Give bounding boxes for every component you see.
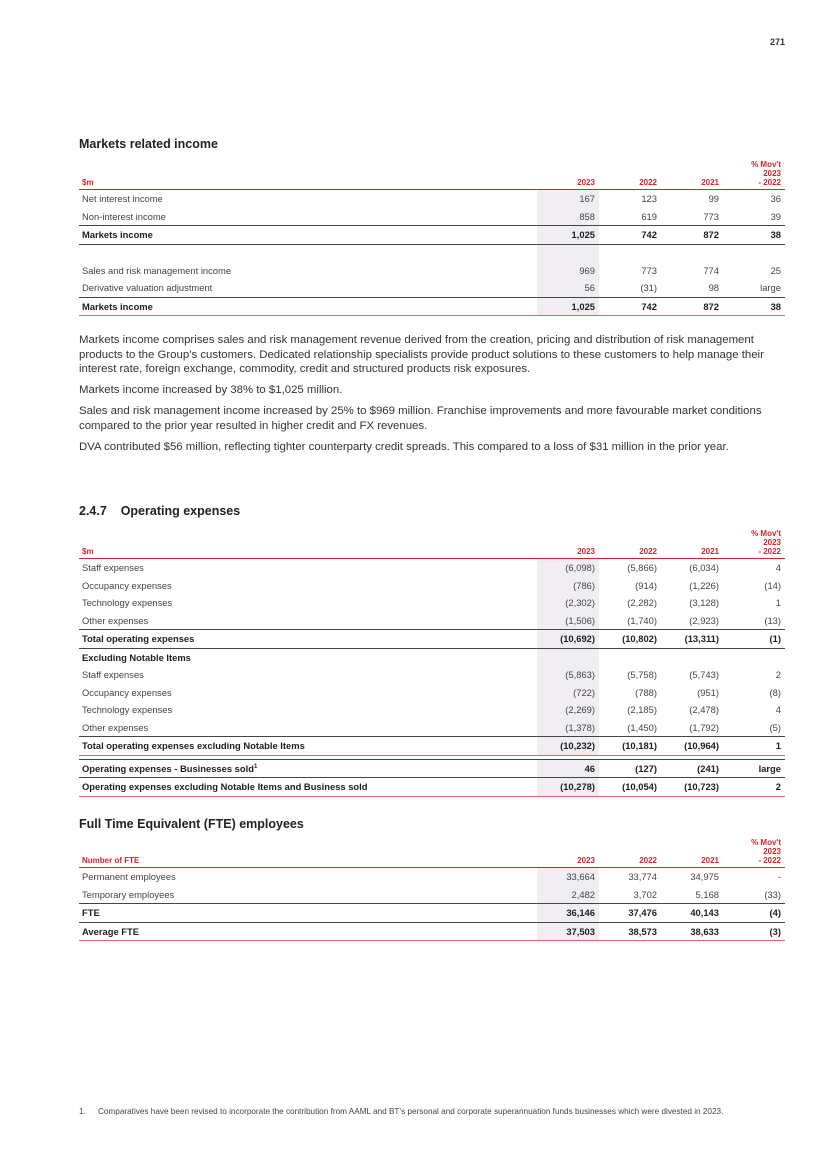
cell-2022: 619 xyxy=(641,210,657,222)
cell-2023: 2,482 xyxy=(537,886,599,904)
column-header-label: $m xyxy=(79,160,537,190)
cell-movement: (1) xyxy=(723,630,785,649)
cell-2022: (5,866) xyxy=(627,562,657,574)
total-row xyxy=(79,630,785,649)
cell-2021: (1,226) xyxy=(689,579,719,591)
cell-movement: 38 xyxy=(723,226,785,245)
table-row xyxy=(79,886,785,904)
total-row xyxy=(79,226,785,245)
cell-movement: (3) xyxy=(723,922,785,941)
table-header-row xyxy=(79,838,785,868)
markets-section-title: Markets related income xyxy=(79,137,218,151)
row-label: Other expenses xyxy=(82,614,149,626)
cell-2023: 56 xyxy=(537,279,599,297)
cell-2023: (786) xyxy=(537,577,599,595)
cell-2023: 167 xyxy=(537,190,599,208)
total-row xyxy=(79,297,785,316)
paragraph: DVA contributed $56 million, reflecting tighter counterparty credit spreads. This compared to a loss of $31 million in the prior year. xyxy=(79,440,729,453)
cell-2022: (1,740) xyxy=(627,614,657,626)
cell-2023: (10,692) xyxy=(537,630,599,649)
total-row xyxy=(79,922,785,941)
cell-movement: 2 xyxy=(723,778,785,797)
cell-2022: 3,702 xyxy=(633,888,657,900)
table-row xyxy=(79,701,785,719)
paragraph: Markets income increased by 38% to $1,025 million. xyxy=(79,384,343,396)
table-header-row xyxy=(79,160,785,190)
row-label: Occupancy expenses xyxy=(82,686,172,698)
cell-2022: (2,185) xyxy=(627,704,657,716)
cell-2021: 872 xyxy=(661,297,723,316)
cell-2022: (2,282) xyxy=(627,597,657,609)
column-header-label: $m xyxy=(79,529,537,559)
footnote-reference: 1 xyxy=(253,763,258,770)
cell-2021: (241) xyxy=(661,759,723,778)
row-label: Technology expenses xyxy=(82,597,173,609)
cell-2022: 742 xyxy=(599,226,661,245)
cell-movement: 1 xyxy=(775,597,781,609)
cell-2023: 1,025 xyxy=(537,297,599,316)
cell-2023: 36,146 xyxy=(537,904,599,923)
cell-2021: (10,964) xyxy=(661,737,723,756)
cell-2023: (10,278) xyxy=(537,778,599,797)
cell-movement: 4 xyxy=(775,704,781,716)
cell-2021: 774 xyxy=(703,264,719,276)
table-header-row xyxy=(79,529,785,559)
cell-2023: (1,378) xyxy=(537,719,599,737)
cell-2022: (31) xyxy=(640,282,657,294)
cell-2023: (6,098) xyxy=(537,559,599,577)
table-row xyxy=(79,262,785,280)
cell-2021: (1,792) xyxy=(689,721,719,733)
cell-2021: (951) xyxy=(697,686,719,698)
cell-movement: 4 xyxy=(775,562,781,574)
cell-movement: large xyxy=(760,282,781,294)
cell-2023: 1,025 xyxy=(537,226,599,245)
row-label: Permanent employees xyxy=(82,871,176,883)
opex-section-title: 2.4.7 Operating expenses xyxy=(79,504,241,518)
cell-movement: (5) xyxy=(769,721,781,733)
cell-2021: (10,723) xyxy=(661,778,723,797)
cell-2021: 34,975 xyxy=(690,871,719,883)
cell-2022: (5,758) xyxy=(627,669,657,681)
cell-movement: (14) xyxy=(764,579,781,591)
cell-2021: 38,633 xyxy=(661,922,723,941)
spacer-row xyxy=(79,244,785,262)
table-row xyxy=(79,719,785,737)
cell-2023: 37,503 xyxy=(537,922,599,941)
row-label: Other expenses xyxy=(82,721,149,733)
subheading-row xyxy=(79,648,785,666)
fte-table xyxy=(79,838,785,941)
cell-2023: 858 xyxy=(537,208,599,226)
column-header-2022: 2022 xyxy=(599,838,661,868)
cell-2023: (2,269) xyxy=(537,701,599,719)
row-label: FTE xyxy=(79,904,537,923)
footnote-text: Comparatives have been revised to incorporate the contribution from AAML and BT’s personal and corporate superannuation funds businesses which were divested in 2023. xyxy=(98,1107,724,1116)
cell-2022: 33,774 xyxy=(628,871,657,883)
cell-2022: 742 xyxy=(599,297,661,316)
cell-movement: (4) xyxy=(723,904,785,923)
cell-2021: (13,311) xyxy=(661,630,723,649)
row-label: Markets income xyxy=(79,226,537,245)
paragraph: Markets income comprises sales and risk management revenue derived from the creation, pricing and distribution of risk management products to the Group’s customers. Dedicated relationship specialists provide product solutions to these customers to help manage their interest rate, foreign exchange, commodity, credit and structured products risk exposures. xyxy=(79,334,764,375)
table-row xyxy=(79,559,785,577)
row-label: Derivative valuation adjustment xyxy=(82,282,213,294)
cell-2022: 38,573 xyxy=(599,922,661,941)
row-label: Total operating expenses excluding Notable Items xyxy=(79,737,537,756)
row-label: Technology expenses xyxy=(82,704,173,716)
table-row xyxy=(79,612,785,630)
row-label: Total operating expenses xyxy=(79,630,537,649)
cell-2022: (10,054) xyxy=(599,778,661,797)
cell-movement: 2 xyxy=(775,669,781,681)
column-header-movement: % Mov't 2023 - 2022 xyxy=(723,838,785,868)
column-header-2021: 2021 xyxy=(661,160,723,190)
column-header-2023: 2023 xyxy=(537,529,599,559)
cell-2022: (914) xyxy=(635,579,657,591)
row-label: Operating expenses - Businesses sold$^1$ xyxy=(79,759,537,778)
row-label: Average FTE xyxy=(79,922,537,941)
cell-2022: 773 xyxy=(641,264,657,276)
row-label: Markets income xyxy=(79,297,537,316)
cell-movement: 25 xyxy=(770,264,781,276)
column-header-2022: 2022 xyxy=(599,160,661,190)
cell-2023: (1,506) xyxy=(537,612,599,630)
table-row xyxy=(79,594,785,612)
row-label: Staff expenses xyxy=(82,669,144,681)
cell-2023: (2,302) xyxy=(537,594,599,612)
column-header-2023: 2023 xyxy=(537,838,599,868)
cell-2021: 98 xyxy=(708,282,719,294)
cell-2022: 123 xyxy=(641,193,657,205)
column-header-2022: 2022 xyxy=(599,529,661,559)
row-label: Net interest income xyxy=(82,193,163,205)
table-row xyxy=(79,666,785,684)
row-label: Excluding Notable Items xyxy=(82,651,191,663)
cell-2021: 99 xyxy=(708,193,719,205)
paragraph: Sales and risk management income increased by 25% to $969 million. Franchise improvements and more favourable market conditions compared to the prior year resulted in higher credit and FX revenues. xyxy=(79,405,762,432)
page-number: 271 xyxy=(769,37,785,47)
cell-2023: (722) xyxy=(537,684,599,702)
footnote-number: 1. xyxy=(79,1107,86,1116)
cell-movement: 39 xyxy=(770,210,781,222)
cell-2022: (1,450) xyxy=(627,721,657,733)
cell-movement: (13) xyxy=(764,614,781,626)
table-row xyxy=(79,577,785,595)
column-header-2021: 2021 xyxy=(661,529,723,559)
row-label: Non-interest income xyxy=(82,210,166,222)
table-row xyxy=(79,279,785,297)
cell-2022: (10,802) xyxy=(599,630,661,649)
total-row xyxy=(79,904,785,923)
table-row xyxy=(79,868,785,886)
cell-2021: (3,128) xyxy=(689,597,719,609)
cell-2022: (10,181) xyxy=(599,737,661,756)
cell-2021: 40,143 xyxy=(661,904,723,923)
cell-movement: 1 xyxy=(723,737,785,756)
cell-2021: 5,168 xyxy=(695,888,719,900)
cell-2021: (6,034) xyxy=(689,562,719,574)
markets-income-table xyxy=(79,160,785,316)
fte-section-title: Full Time Equivalent (FTE) employees xyxy=(79,817,304,831)
column-header-movement: % Mov't 2023 - 2022 xyxy=(723,529,785,559)
cell-2021: (2,923) xyxy=(689,614,719,626)
total-row xyxy=(79,759,785,778)
column-header-2023: 2023 xyxy=(537,160,599,190)
total-row xyxy=(79,737,785,756)
table-row xyxy=(79,208,785,226)
footnote xyxy=(79,1107,789,1117)
row-label: Operating expenses excluding Notable Items and Business sold xyxy=(79,778,537,797)
cell-2023: (5,863) xyxy=(537,666,599,684)
cell-movement: (33) xyxy=(764,888,781,900)
cell-2021: (5,743) xyxy=(689,669,719,681)
row-label: Occupancy expenses xyxy=(82,579,172,591)
cell-movement: 38 xyxy=(723,297,785,316)
operating-expenses-table xyxy=(79,529,785,797)
cell-movement: (8) xyxy=(769,686,781,698)
total-row xyxy=(79,778,785,797)
cell-2023: 33,664 xyxy=(537,868,599,886)
row-label: Sales and risk management income xyxy=(82,264,232,276)
table-row xyxy=(79,190,785,208)
cell-movement: 36 xyxy=(770,193,781,205)
cell-2021: (2,478) xyxy=(689,704,719,716)
cell-movement: - xyxy=(777,871,781,883)
column-header-label: Number of FTE xyxy=(79,838,537,868)
column-header-2021: 2021 xyxy=(661,838,723,868)
cell-2023: 46 xyxy=(537,759,599,778)
cell-2023: (10,232) xyxy=(537,737,599,756)
cell-2023: 969 xyxy=(537,262,599,280)
cell-movement: large xyxy=(723,759,785,778)
cell-2022: (127) xyxy=(599,759,661,778)
markets-commentary xyxy=(79,333,779,461)
row-label: Temporary employees xyxy=(82,888,175,900)
cell-2022: 37,476 xyxy=(599,904,661,923)
column-header-movement: % Mov't 2023 - 2022 xyxy=(723,160,785,190)
row-label: Staff expenses xyxy=(82,562,144,574)
table-row xyxy=(79,684,785,702)
cell-2022: (788) xyxy=(635,686,657,698)
cell-2021: 773 xyxy=(703,210,719,222)
cell-2021: 872 xyxy=(661,226,723,245)
